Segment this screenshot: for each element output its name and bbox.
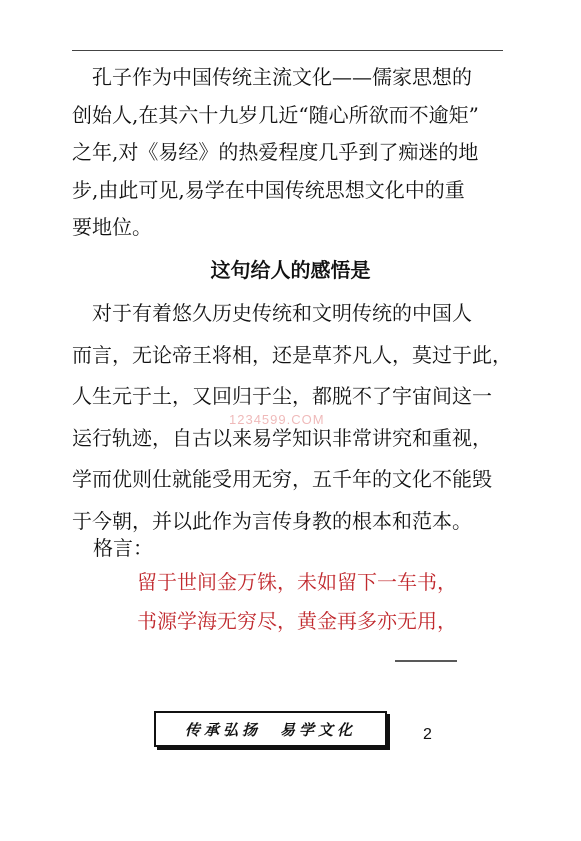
attribution-dash — [395, 660, 457, 662]
maxim-line: 留于世间金万铢，未如留下一车书， — [137, 570, 457, 594]
paragraph-line: 要地位。 — [72, 215, 152, 239]
footer-banner-text: 传承弘扬 易学文化 — [184, 720, 356, 739]
site-watermark: 1234599.COM — [229, 412, 325, 427]
maxim-line: 书源学海无穷尽，黄金再多亦无用， — [137, 609, 457, 633]
paragraph-line: 创始人,在其六十九岁几近“随心所欲而不逾矩” — [72, 102, 479, 127]
paragraph-confucius — [72, 59, 512, 247]
page-number: 2 — [423, 726, 432, 743]
paragraph-line: 对于有着悠久历史传统和文明传统的中国人 — [92, 301, 472, 325]
footer-banner — [154, 711, 387, 747]
paragraph-line: 而言，无论帝王将相，还是草芥凡人，莫过于此， — [72, 342, 512, 367]
section-heading: 这句给人的感悟是 — [210, 258, 371, 282]
paragraph-line: 人生元于土，又回归于尘，都脱不了宇宙间这一 — [72, 384, 492, 409]
paragraph-line: 之年,对《易经》的热爱程度几乎到了痴迷的地 — [72, 140, 479, 164]
paragraph-line: 步,由此可见,易学在中国传统思想文化中的重 — [72, 177, 465, 202]
maxim-label: 格言： — [93, 536, 153, 560]
paragraph-line: 运行轨迹，自古以来易学知识非常讲究和重视， — [72, 425, 492, 450]
paragraph-line: 学而优则仕就能受用无穷，五千年的文化不能毁 — [72, 467, 492, 492]
paragraph-line: 于今朝，并以此作为言传身教的根本和范本。 — [72, 508, 472, 533]
header-rule — [72, 50, 503, 51]
paragraph-line: 孔子作为中国传统主流文化——儒家思想的 — [92, 65, 472, 89]
